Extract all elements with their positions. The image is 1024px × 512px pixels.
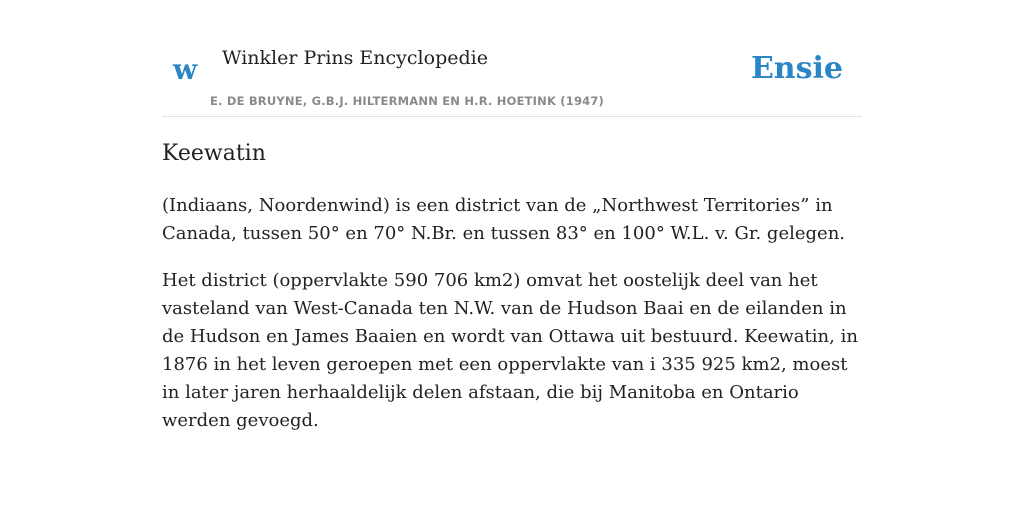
article-paragraph-2: Het district (oppervlakte 590 706 km2) omvat het oostelijk deel van het vasteland van West-Canada ten N.W. van de Hudson Baai en de eilanden in de Hudson en James Baaien en wordt van Ottawa uit bestuurd. Keewatin, in 1876 in het leven geroepen met een oppervlakte van i 335 925 km2, moest in later jaren herhaaldelijk delen afstaan, die bij Manitoba en Ontario werden gevoegd. — [162, 270, 858, 431]
article-paragraph-1: (Indiaans, Noordenwind) is een district van de „Northwest Territories” in Canada, tussen 50° en 70° N.Br. en tussen 83° en 100° W.L. v. Gr. gelegen. — [162, 195, 846, 244]
article-title: Keewatin — [162, 141, 266, 166]
encyclopedia-header — [162, 0, 862, 117]
ensie-logo[interactable]: Ensie — [750, 51, 843, 86]
encyclopedia-authors: E. DE BRUYNE, G.B.J. HILTERMANN EN H.R. HOETINK (1947) — [210, 94, 605, 108]
winkler-prins-logo-icon[interactable]: w — [173, 53, 198, 86]
article — [162, 136, 862, 435]
encyclopedia-title[interactable]: Winkler Prins Encyclopedie — [222, 47, 488, 69]
